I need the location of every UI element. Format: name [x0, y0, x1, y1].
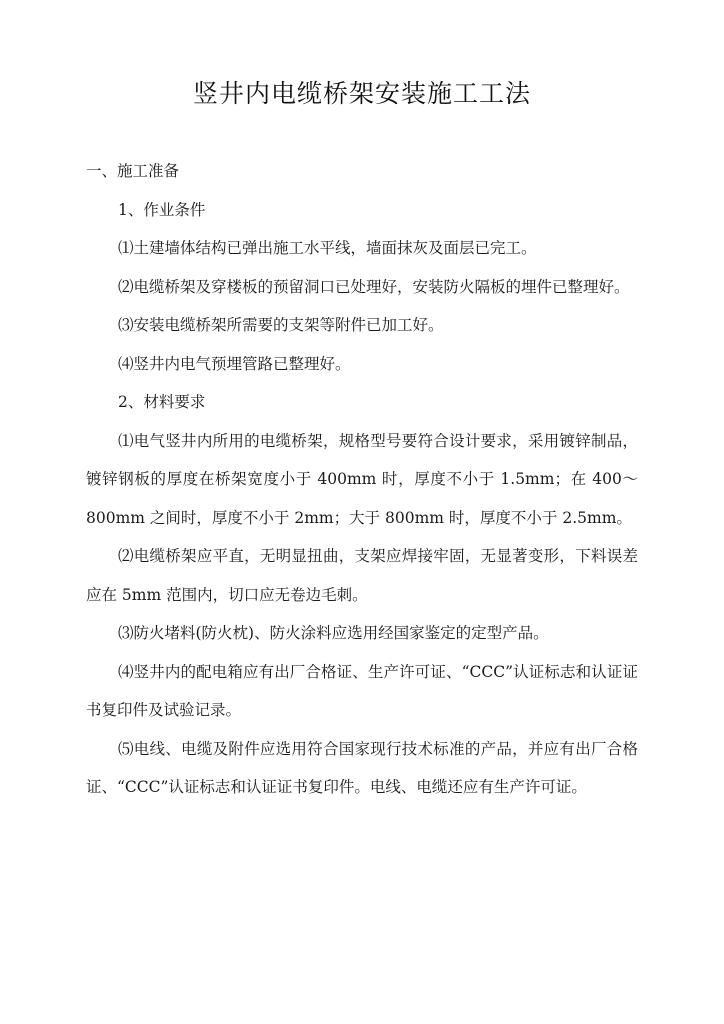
paragraph: ⑷竖井内的配电箱应有出厂合格证、生产许可证、“CCC”认证标志和认证证书复印件及试验记录。	[86, 662, 638, 719]
paragraph: ⑴电气竖井内所用的电缆桥架，规格型号要符合设计要求，采用镀锌制品，镀锌钢板的厚度在桥架宽度小于 400mm 时，厚度不小于 1.5mm；在 400～800mm 之间时，厚度不小于 2mm；大于 800mm 时，厚度不小于 2.5mm。	[86, 431, 638, 527]
paragraph: ⑶防火堵料(防火枕)、防火涂料应选用经国家鉴定的定型产品。	[118, 624, 549, 642]
paragraph: ⑷竖井内电气预埋管路已整理好。	[118, 354, 351, 373]
subsection-heading: 2、材料要求	[118, 393, 206, 411]
section-heading: 一、施工准备	[86, 162, 180, 180]
document-body	[86, 152, 638, 807]
paragraph: ⑸电线、电缆及附件应选用符合国家现行技术标准的产品，并应有出厂合格证、“CCC”认证标志和认证证书复印件。电线、电缆还应有生产许可证。	[86, 739, 638, 796]
paragraph: ⑵电缆桥架应平直，无明显扭曲，支架应焊接牢固，无显著变形，下料误差应在 5mm 范围内，切口应无卷边毛刺。	[86, 547, 638, 604]
paragraph: ⑵电缆桥架及穿楼板的预留洞口已处理好，安装防火隔板的埋件已整理好。	[118, 277, 630, 296]
paragraph: ⑶安装电缆桥架所需要的支架等附件已加工好。	[118, 316, 444, 334]
subsection-heading: 1、作业条件	[118, 200, 206, 219]
document-title: 竖井内电缆桥架安装施工工法	[192, 79, 531, 108]
paragraph: ⑴土建墙体结构已弹出施工水平线，墙面抹灰及面层已完工。	[118, 239, 537, 257]
